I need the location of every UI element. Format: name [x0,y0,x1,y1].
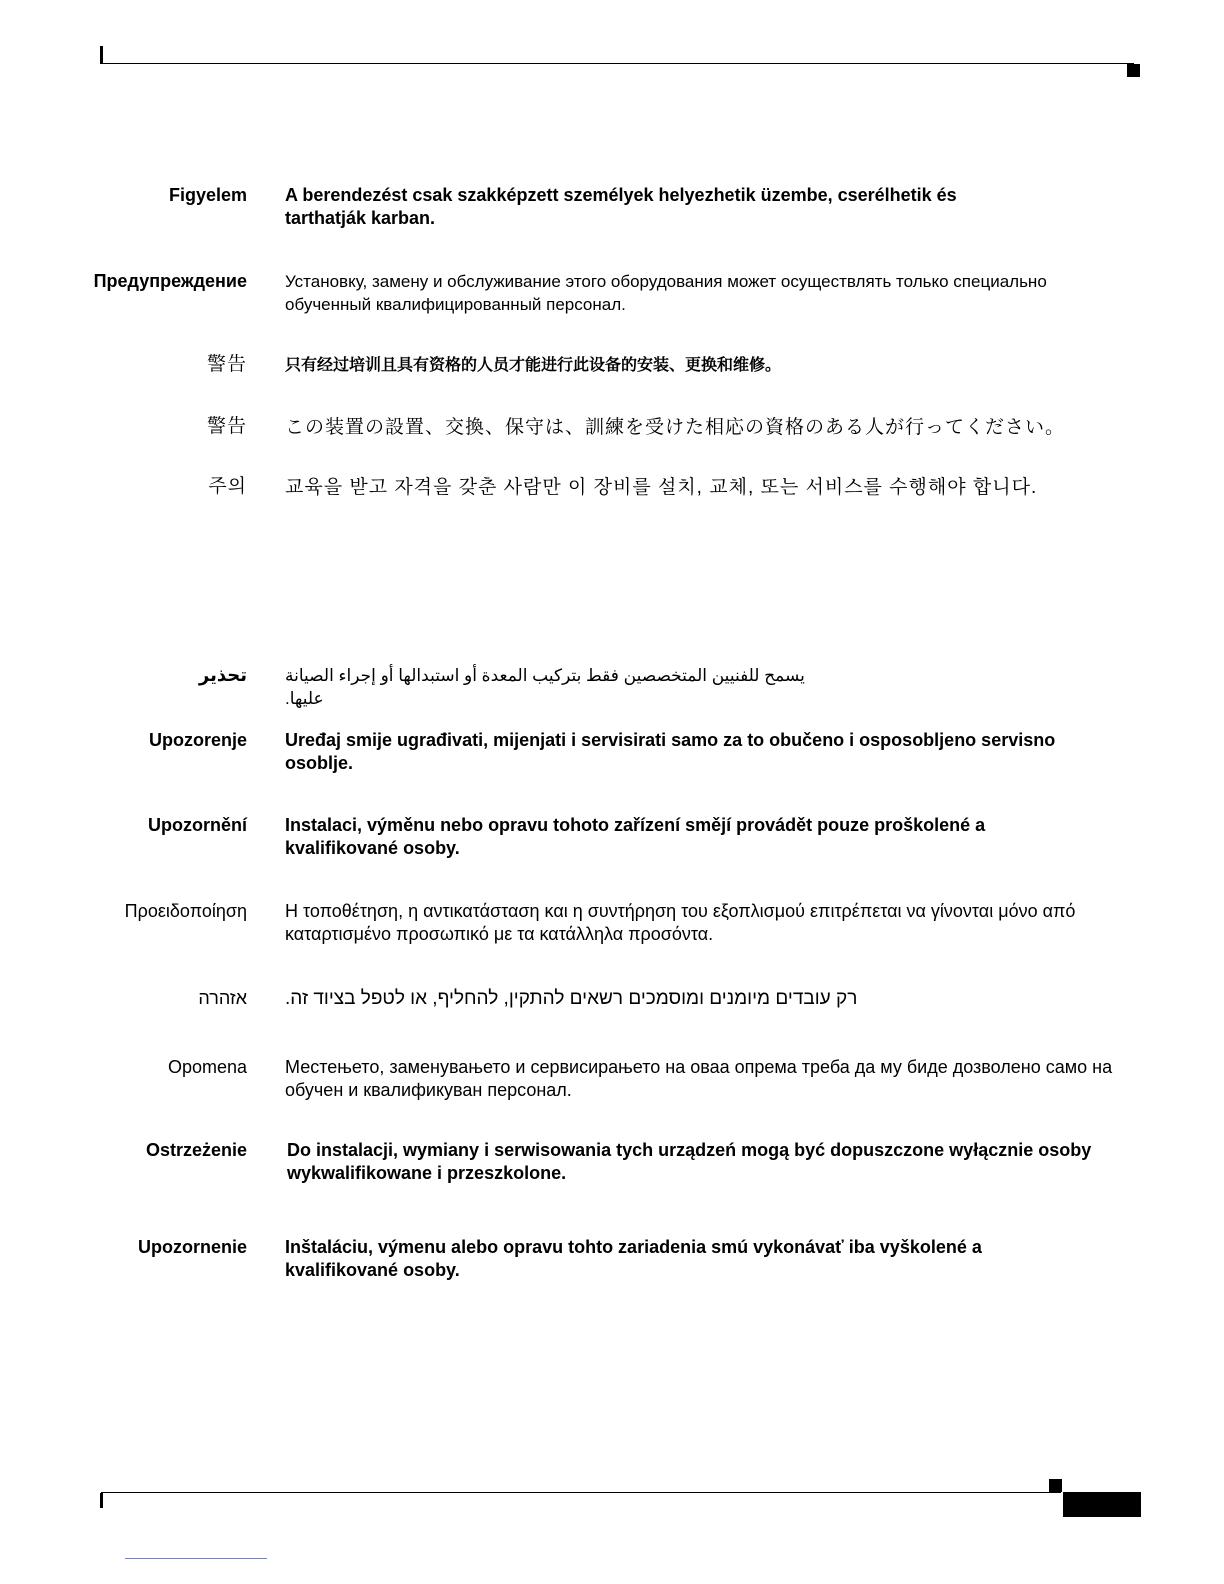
warning-text: Instalaci, výměnu nebo opravu tohoto zařízení smějí provádět pouze proškolené a kvalifikované osoby. [285,815,986,858]
warning-label: Upozornenie [137,1237,247,1257]
warning-text: この装置の設置、交換、保守は、訓練を受けた相応の資格のある人が行ってください。 [285,417,1066,438]
footer-rule [101,1492,1061,1493]
header-rule-tick [100,46,103,64]
warning-text: A berendezést csak szakképzett személyek helyezhetik üzembe, cserélhetik és tarthatják karban. [285,185,957,228]
warning-label: Ostrzeżenie [145,1140,247,1160]
warning-text: 只有经过培训且具有资格的人员才能进行此设备的安装、更换和维修。 [285,357,782,374]
warning-label: Opomena [167,1057,247,1077]
warning-text: 교육을 받고 자격을 갖춘 사람만 이 장비를 설치, 교체, 또는 서비스를 수행해야 합니다. [285,477,1038,498]
warning-label: Предупреждение [93,271,247,291]
warning-text: Do instalacji, wymiany i serwisowania tych urządzeń mogą być dopuszczone wyłącznie osoby wykwalifikowane i przeszkolone. [287,1140,1092,1183]
warning-label: אזהרה [198,988,247,1008]
warning-label: 警告 [206,354,247,375]
footer-link-underline[interactable] [125,1558,267,1559]
warning-text: Inštaláciu, výmenu alebo opravu tohto zariadenia smú vykonávať iba vyškolené a kvalifikované osoby. [285,1237,982,1280]
warning-text: Установку, замену и обслуживание этого оборудования может осуществлять только специально обученный квалифицированный персонал. [285,272,1047,314]
warning-text: Η τοποθέτηση, η αντικατάσταση και η συντήρηση του εξοπλισμού επιτρέπεται να γίνονται μόνο από καταρτισμένο προσωπικό με τα κατάλληλα προσόντα. [285,901,1076,944]
warning-label: Figyelem [168,185,247,205]
warning-label: 주의 [208,476,247,497]
footer-page-bar [1063,1492,1141,1517]
warning-label: 警告 [206,416,247,437]
warning-text: Uređaj smije ugrađivati, mijenjati i servisirati samo za to obučeno i osposobljeno servisno osoblje. [285,730,1056,773]
header-marker-square [1127,64,1140,77]
footer-rule-tick [100,1493,103,1508]
warning-text: يسمح للفنيين المتخصصين فقط بتركيب المعدة أو استبدالها أو إجراء الصيانة عليها. [285,666,805,708]
warning-text: Местењето, заменувањето и сервисирањето на оваа опрема треба да му биде дозволено само на обучен и квалификуван персонал. [285,1057,1113,1100]
header-rule [101,63,1134,64]
warning-label: تحذير [198,665,247,685]
warning-label: Upozornění [148,815,247,835]
warning-text: רק עובדים מיומנים ומוסמכים רשאים להתקין, להחליף, או לטפל בציוד זה. [285,988,858,1009]
warning-label: Προειδοποίηση [124,901,247,921]
warning-label: Upozorenje [148,730,247,750]
footer-marker-square [1049,1479,1062,1492]
